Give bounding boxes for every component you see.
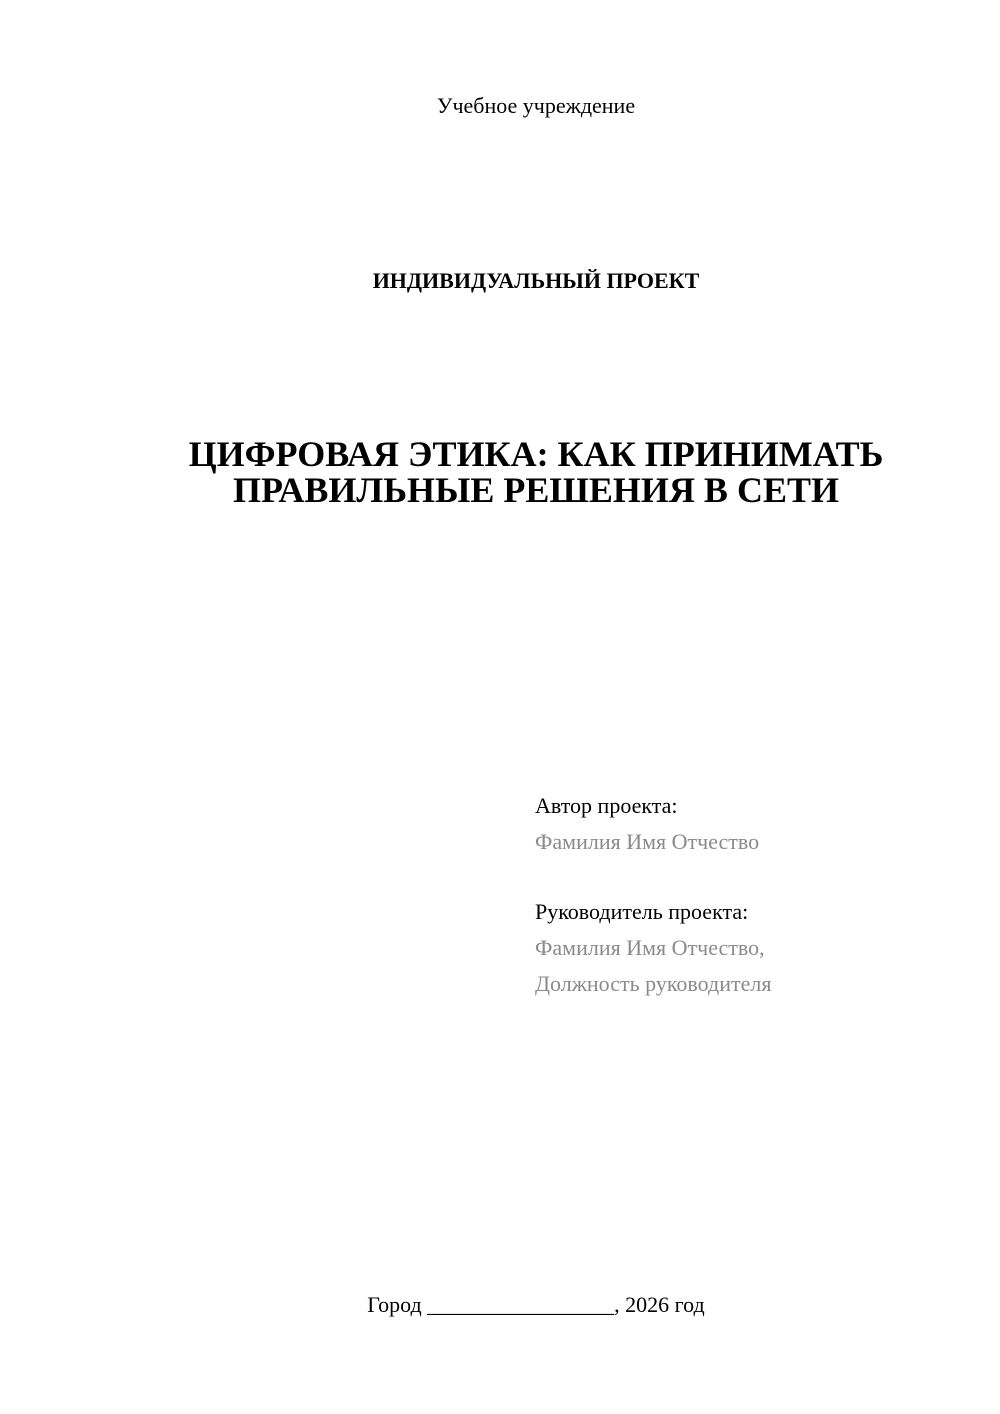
- supervisor-label: Руководитель проекта:: [535, 899, 749, 924]
- author-label: Автор проекта:: [535, 793, 678, 818]
- author-name: Фамилия Имя Отчество: [535, 829, 760, 854]
- project-meta: [535, 788, 975, 1002]
- supervisor-position: Должность руководителя: [535, 971, 772, 996]
- supervisor-name: Фамилия Имя Отчество,: [535, 935, 765, 960]
- project-title-line-2: ПРАВИЛЬНЫЕ РЕШЕНИЯ В СЕТИ: [233, 470, 839, 510]
- project-title-line-1: ЦИФРОВАЯ ЭТИКА: КАК ПРИНИМАТЬ: [188, 434, 884, 474]
- project-title: [0, 436, 1000, 508]
- meta-spacer: [535, 860, 975, 894]
- project-type-heading: ИНДИВИДУАЛЬНЫЙ ПРОЕКТ: [372, 268, 700, 293]
- city-year-footer: Город _________________, 2026 год: [367, 1292, 705, 1317]
- institution-name: Учебное учреждение: [436, 93, 636, 118]
